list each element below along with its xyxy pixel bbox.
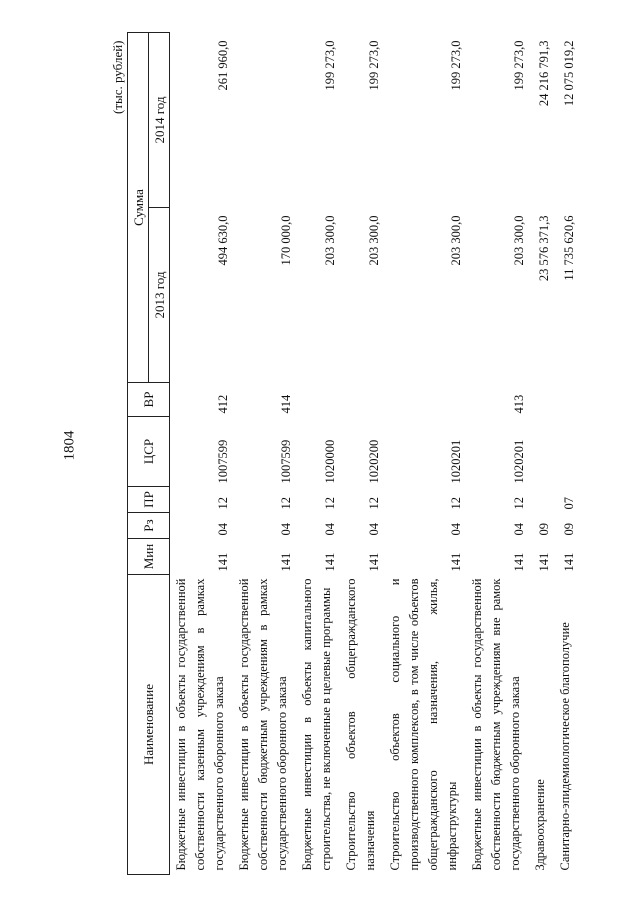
header-sum: Сумма	[128, 32, 149, 382]
row-2013: 203 300,0	[367, 215, 381, 266]
row-min: 141	[562, 552, 576, 572]
row-vr	[529, 383, 554, 417]
row-2013: 203 300,0	[323, 215, 337, 266]
row-csr	[529, 417, 554, 487]
row-2014: 24 216 791,3	[537, 40, 551, 107]
budget-table	[108, 32, 579, 875]
rotated-page	[108, 33, 578, 875]
row-2014	[233, 32, 296, 207]
header-rz: Рз	[128, 513, 170, 539]
row-2014: 199 273,0	[367, 40, 381, 91]
row-2013: 23 576 371,3	[537, 215, 551, 282]
row-rz: 04	[216, 523, 230, 536]
row-vr: 413	[512, 394, 526, 414]
row-min: 141	[537, 552, 551, 572]
row-2014: 12 075 019,2	[562, 40, 576, 107]
header-2013: 2013 год	[149, 208, 170, 383]
row-pr: 12	[367, 497, 381, 510]
row-csr: 1007599	[279, 439, 293, 484]
row-pr: 12	[512, 497, 526, 510]
row-min: 141	[367, 552, 381, 572]
row-csr: 1020200	[367, 439, 381, 484]
table-row	[384, 32, 466, 874]
row-2013: 203 300,0	[449, 215, 463, 266]
row-name: Санитарно-эпидемиологическое благополучие	[558, 622, 572, 871]
row-vr	[340, 383, 384, 417]
header-pr: ПР	[128, 487, 170, 513]
row-min: 141	[323, 552, 337, 572]
header-name: Наименование	[128, 575, 170, 875]
row-csr: 1007599	[216, 439, 230, 484]
row-2013: 11 735 620,6	[562, 215, 576, 281]
table-row	[529, 32, 554, 874]
row-pr: 12	[449, 497, 463, 510]
row-vr: 414	[279, 394, 293, 414]
row-csr	[554, 417, 579, 487]
row-2013: 203 300,0	[512, 215, 526, 266]
row-name: Строительство объектов социального и производственного комплексов, в том числе объектов общегражданского назначения, жилья, инфраструктуры	[388, 578, 459, 871]
row-pr: 12	[323, 497, 337, 510]
row-rz: 04	[367, 523, 381, 536]
row-name: Строительство объектов общегражданского назначения	[344, 578, 377, 871]
row-pr: 07	[562, 497, 576, 510]
row-csr: 1020201	[512, 439, 526, 484]
row-name: Бюджетные инвестиции в объекты капитального строительства, не включенные в целевые программы	[300, 578, 333, 871]
row-min: 141	[279, 552, 293, 572]
row-vr	[296, 383, 340, 417]
row-name: Бюджетные инвестиции в объекты государственной собственности бюджетным учреждениям в рамках государственного оборонного заказа	[237, 578, 289, 871]
row-2014: 199 273,0	[323, 40, 337, 91]
row-name: Бюджетные инвестиции в объекты государственной собственности бюджетным учреждениям вне рамок государственного оборонного заказа	[470, 578, 522, 871]
row-rz: 04	[512, 523, 526, 536]
row-min: 141	[216, 552, 230, 572]
row-csr: 1020000	[323, 439, 337, 484]
row-min: 141	[512, 552, 526, 572]
header-min: Мин	[128, 539, 170, 575]
row-vr: 412	[216, 394, 230, 414]
row-name: Здравоохранение	[533, 779, 547, 871]
row-rz: 04	[323, 523, 337, 536]
header-csr: ЦСР	[128, 417, 170, 487]
row-csr: 1020201	[449, 439, 463, 484]
row-pr: 12	[279, 497, 293, 510]
row-name: Бюджетные инвестиции в объекты государственной собственности казенным учреждениям в рамках государственного оборонного заказа	[174, 578, 226, 871]
row-vr	[554, 383, 579, 417]
table-body	[170, 32, 580, 874]
table-row	[233, 32, 296, 874]
table-row	[554, 32, 579, 874]
row-2014: 261 960,0	[216, 40, 230, 91]
row-2013: 170 000,0	[279, 215, 293, 266]
row-rz: 09	[562, 523, 576, 536]
header-2014: 2014 год	[149, 32, 170, 207]
row-pr: 12	[216, 497, 230, 510]
units-label: (тыс. рублей)	[110, 40, 125, 114]
row-2014: 199 273,0	[449, 40, 463, 91]
table-row	[170, 32, 234, 874]
row-min: 141	[449, 552, 463, 572]
table-row	[340, 32, 384, 874]
header-vr: ВР	[128, 383, 170, 417]
row-2014: 199 273,0	[512, 40, 526, 91]
row-rz: 04	[449, 523, 463, 536]
row-vr	[384, 383, 466, 417]
row-rz: 09	[537, 523, 551, 536]
page-number: 1804	[61, 430, 78, 461]
row-2013: 494 630,0	[216, 215, 230, 266]
table-row	[466, 32, 529, 874]
row-rz: 04	[279, 523, 293, 536]
row-pr	[529, 487, 554, 513]
table-row	[296, 32, 340, 874]
